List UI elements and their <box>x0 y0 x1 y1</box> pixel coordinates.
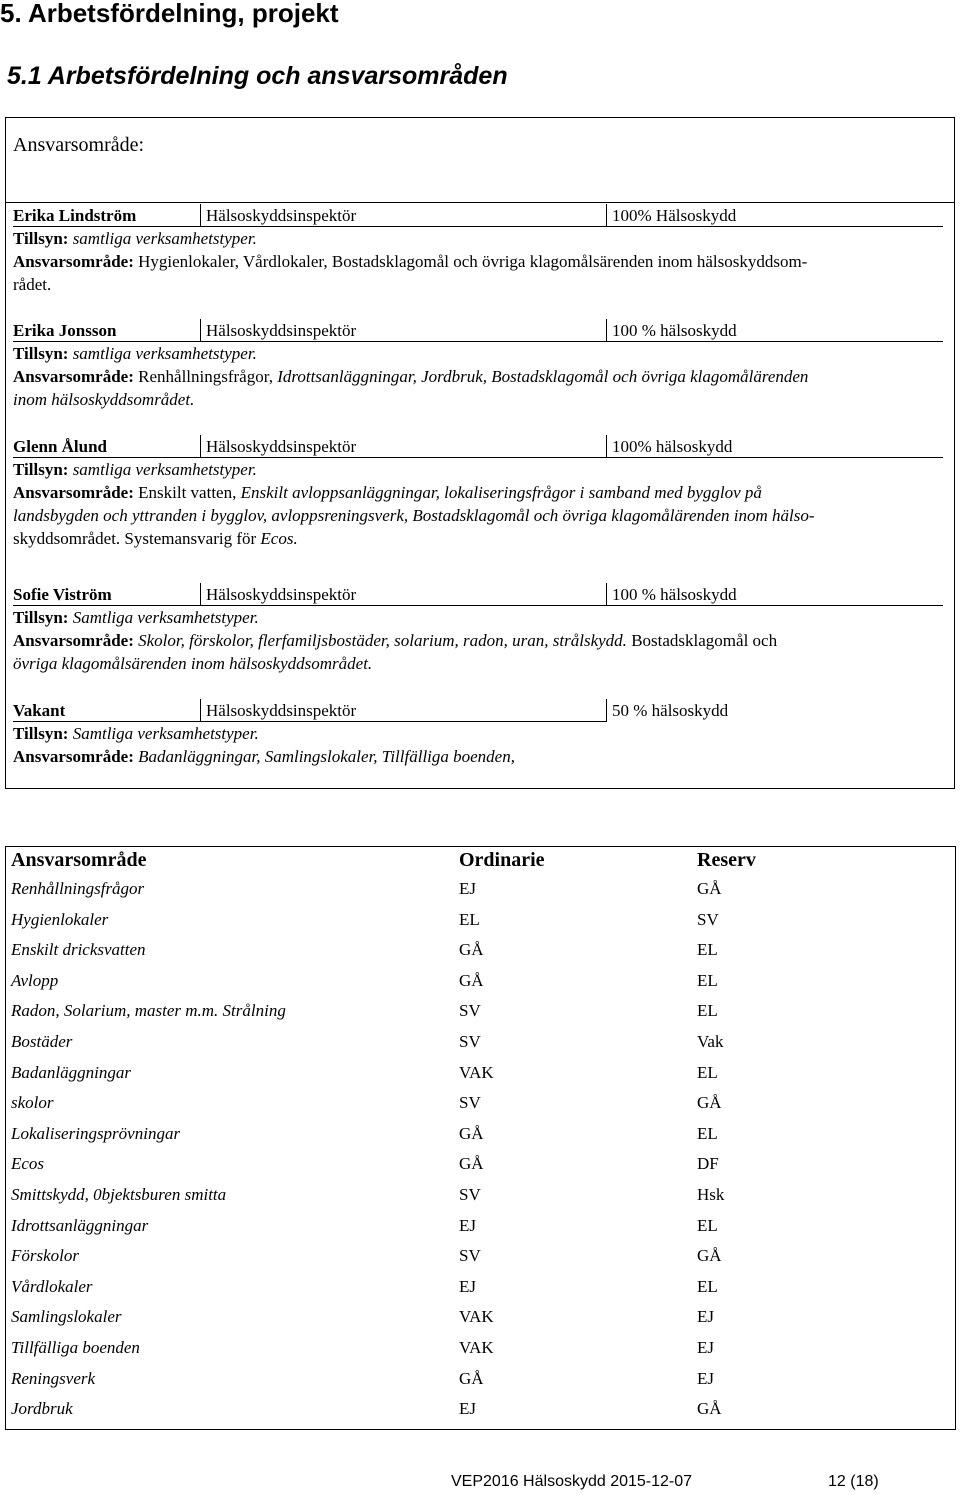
area-label: Ansvarsområde: <box>13 252 134 271</box>
area-line <box>13 527 948 550</box>
area-text: rådet. <box>13 275 52 294</box>
column-header-area: Ansvarsområde <box>11 849 147 871</box>
tillsyn-text: samtliga verksamhetstyper. <box>72 229 257 248</box>
person-name: Erika Lindström <box>13 206 137 225</box>
column-divider <box>606 435 607 458</box>
area-label: Ansvarsområde: <box>13 483 134 502</box>
person-header-row <box>13 204 948 227</box>
reserve-cell: EL <box>697 1215 718 1235</box>
person-header-row <box>13 319 948 342</box>
row-divider <box>13 341 943 342</box>
area-line <box>13 273 948 296</box>
area-line <box>13 504 948 527</box>
column-divider <box>606 583 607 606</box>
person-title: Hälsoskyddsinspektör <box>206 701 357 720</box>
column-divider <box>200 319 201 342</box>
ordinary-cell: GÅ <box>459 1123 484 1143</box>
person-extent: 100 % hälsoskydd <box>612 585 737 604</box>
tillsyn-label: Tillsyn: <box>13 724 69 743</box>
area-label: Ansvarsområde: <box>13 631 134 650</box>
person-name: Sofie Viström <box>13 585 112 604</box>
area-cell: Reningsverk <box>11 1368 96 1388</box>
area-cell: Avlopp <box>11 970 59 990</box>
area-line <box>13 481 948 504</box>
reserve-cell: GÅ <box>697 1093 722 1113</box>
tillsyn-line <box>13 458 948 481</box>
reserve-cell: EL <box>697 940 718 960</box>
area-text: Skolor, förskolor, flerfamiljsbostäder, solarium, radon, uran, strålskydd. <box>138 631 627 650</box>
ordinary-cell: SV <box>459 1032 481 1051</box>
person-header-row <box>13 435 948 458</box>
row-divider <box>13 226 943 227</box>
reserve-cell: EL <box>697 1062 718 1082</box>
area-cell: Radon, Solarium, master m.m. Strålning <box>11 1001 286 1021</box>
area-text: övriga klagomålsärenden inom hälsoskyddsområdet. <box>13 654 373 673</box>
person-title: Hälsoskyddsinspektör <box>206 437 357 456</box>
tillsyn-label: Tillsyn: <box>13 608 69 627</box>
person-title: Hälsoskyddsinspektör <box>206 585 357 604</box>
responsibility-table <box>5 846 956 1430</box>
ordinary-cell: GÅ <box>459 1154 484 1174</box>
area-text: Hygienlokaler, Vårdlokaler, Bostadsklagomål och övriga klagomålsärenden inom hälsoskyddsom- <box>138 252 808 271</box>
box-divider <box>6 202 954 203</box>
reserve-cell: EL <box>697 1123 718 1143</box>
ordinary-cell: GÅ <box>459 970 484 990</box>
footer-document-info: VEP2016 Hälsoskydd 2015-12-07 <box>451 1473 693 1490</box>
ordinary-cell: EJ <box>459 1399 476 1419</box>
area-cell: Smittskydd, 0bjektsburen smitta <box>11 1185 227 1204</box>
column-divider <box>200 699 201 722</box>
person-block <box>13 204 948 296</box>
area-cell: Badanläggningar <box>11 1062 131 1082</box>
reserve-cell: GÅ <box>697 1246 722 1266</box>
person-header-row <box>13 699 948 722</box>
person-title: Hälsoskyddsinspektör <box>206 206 357 225</box>
tillsyn-line <box>13 227 948 250</box>
column-header-reserve: Reserv <box>697 849 756 871</box>
responsibility-box <box>5 117 955 789</box>
person-block <box>13 583 948 675</box>
area-line <box>13 652 948 675</box>
person-header-row <box>13 583 948 606</box>
person-title: Hälsoskyddsinspektör <box>206 321 357 340</box>
area-cell: Hygienlokaler <box>11 909 109 929</box>
tillsyn-text: Samtliga verksamhetstyper. <box>72 608 259 627</box>
area-cell: Enskilt dricksvatten <box>11 940 146 960</box>
area-cell: Renhållningsfrågor <box>11 879 145 898</box>
ordinary-cell: SV <box>459 1185 481 1204</box>
ordinary-cell: VAK <box>459 1307 494 1327</box>
ordinary-cell: EL <box>459 909 480 929</box>
column-divider <box>606 699 607 722</box>
area-cell: Bostäder <box>11 1032 73 1051</box>
ordinary-cell: SV <box>459 1246 481 1266</box>
ordinary-cell: EJ <box>459 1276 476 1296</box>
area-cell: Ecos <box>11 1154 45 1174</box>
column-divider <box>200 435 201 458</box>
person-block <box>13 319 948 411</box>
person-name: Erika Jonsson <box>13 321 117 340</box>
box-title: Ansvarsområde: <box>13 134 145 156</box>
ordinary-cell: VAK <box>459 1062 494 1082</box>
area-label: Ansvarsområde: <box>13 367 134 386</box>
person-extent: 50 % hälsoskydd <box>612 701 729 720</box>
area-text: landsbygden och yttranden i bygglov, avloppsreningsverk, Bostadsklagomål och övriga klagomålärenden inom hälso- <box>13 506 815 525</box>
area-cell: Jordbruk <box>11 1399 73 1419</box>
column-divider <box>200 204 201 227</box>
area-cell: skolor <box>11 1093 54 1113</box>
area-cell: Förskolor <box>11 1246 79 1266</box>
page-number: 12 (18) <box>828 1473 879 1490</box>
ordinary-cell: SV <box>459 1001 481 1021</box>
person-block <box>13 435 948 550</box>
column-divider <box>606 204 607 227</box>
reserve-cell: SV <box>697 909 719 929</box>
area-text: Renhållningsfrågor, <box>138 367 273 386</box>
person-extent: 100% Hälsoskydd <box>612 206 737 225</box>
tillsyn-label: Tillsyn: <box>13 229 69 248</box>
ordinary-cell: GÅ <box>459 1368 484 1388</box>
reserve-cell: EJ <box>697 1368 714 1388</box>
area-text: Idrottsanläggningar, Jordbruk, Bostadsklagomål och övriga klagomålärenden <box>277 367 809 386</box>
column-header-ordinary: Ordinarie <box>459 849 545 871</box>
person-extent: 100% hälsoskydd <box>612 437 733 456</box>
area-line <box>13 745 948 768</box>
area-line <box>13 365 948 388</box>
person-name: Vakant <box>13 701 66 720</box>
tillsyn-label: Tillsyn: <box>13 344 69 363</box>
row-divider <box>13 721 606 722</box>
ordinary-cell: EJ <box>459 879 476 898</box>
person-name: Glenn Ålund <box>13 437 108 456</box>
area-cell: Tillfälliga boenden <box>11 1338 140 1357</box>
area-label: Ansvarsområde: <box>13 747 134 766</box>
ordinary-cell: VAK <box>459 1338 494 1357</box>
ordinary-cell: SV <box>459 1093 481 1113</box>
reserve-cell: EJ <box>697 1307 714 1327</box>
area-text: inom hälsoskyddsområdet. <box>13 390 195 409</box>
column-divider <box>200 583 201 606</box>
reserve-cell: GÅ <box>697 879 722 898</box>
section-heading: 5.1 Arbetsfördelning och ansvarsområden <box>7 62 508 90</box>
tillsyn-line <box>13 606 948 629</box>
area-text: Bostadsklagomål och <box>631 631 778 650</box>
tillsyn-text: Samtliga verksamhetstyper. <box>72 724 259 743</box>
tillsyn-text: samtliga verksamhetstyper. <box>72 460 257 479</box>
reserve-cell: Hsk <box>697 1185 725 1204</box>
tillsyn-line <box>13 342 948 365</box>
area-text: Ecos. <box>260 529 298 548</box>
reserve-cell: EL <box>697 1001 718 1021</box>
area-line <box>13 388 948 411</box>
reserve-cell: GÅ <box>697 1399 722 1419</box>
area-cell: Samlingslokaler <box>11 1307 122 1327</box>
column-divider <box>606 319 607 342</box>
person-extent: 100 % hälsoskydd <box>612 321 737 340</box>
row-divider <box>13 457 943 458</box>
area-text: Enskilt avloppsanläggningar, lokaliseringsfrågor i samband med bygglov på <box>240 483 762 502</box>
reserve-cell: Vak <box>697 1032 724 1051</box>
area-cell: Lokaliseringsprövningar <box>11 1123 181 1143</box>
person-block <box>13 699 948 768</box>
tillsyn-label: Tillsyn: <box>13 460 69 479</box>
area-cell: Vårdlokaler <box>11 1276 93 1296</box>
row-divider <box>13 605 943 606</box>
page-heading: 5. Arbetsfördelning, projekt <box>0 0 339 28</box>
reserve-cell: EL <box>697 1276 718 1296</box>
area-text: Badanläggningar, Samlingslokaler, Tillfälliga boenden, <box>138 747 515 766</box>
reserve-cell: EJ <box>697 1338 714 1357</box>
ordinary-cell: GÅ <box>459 940 484 960</box>
area-line <box>13 250 948 273</box>
tillsyn-line <box>13 722 948 745</box>
ordinary-cell: EJ <box>459 1215 476 1235</box>
area-text: skyddsområdet. Systemansvarig för <box>13 529 257 548</box>
reserve-cell: DF <box>697 1154 719 1174</box>
reserve-cell: EL <box>697 970 718 990</box>
area-cell: Idrottsanläggningar <box>11 1215 149 1235</box>
area-text: Enskilt vatten, <box>138 483 237 502</box>
area-line <box>13 629 948 652</box>
tillsyn-text: samtliga verksamhetstyper. <box>72 344 257 363</box>
